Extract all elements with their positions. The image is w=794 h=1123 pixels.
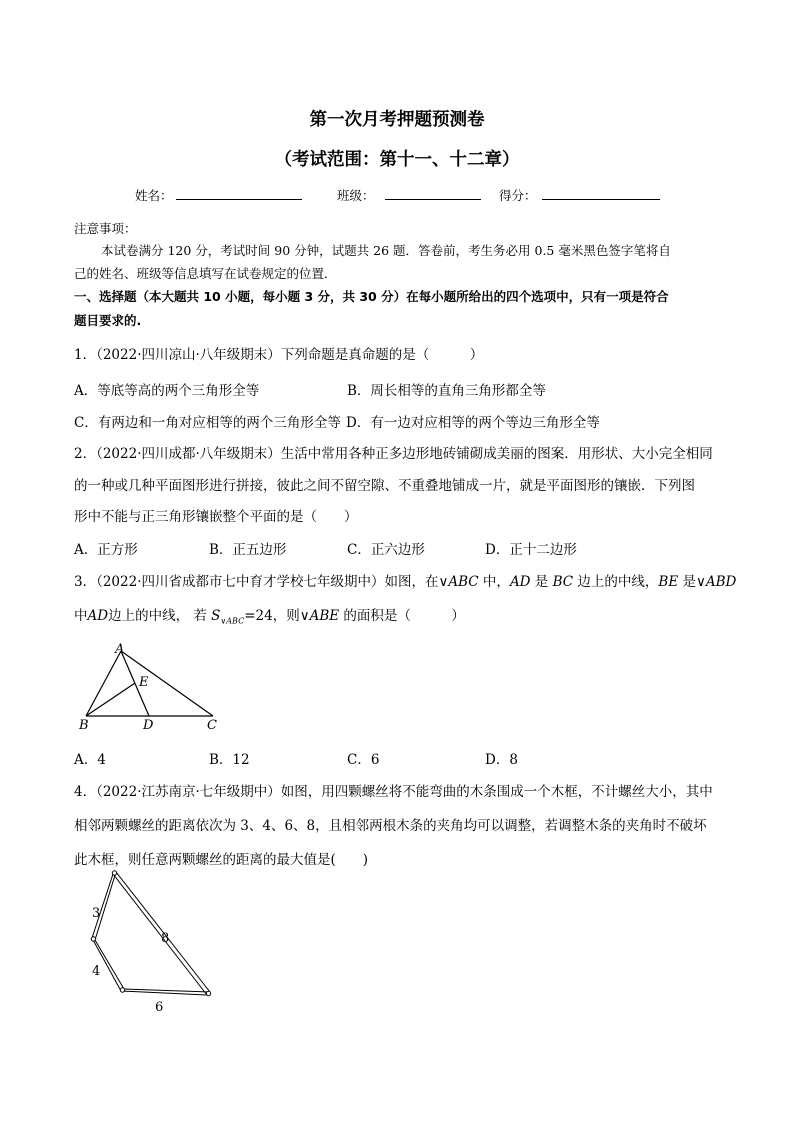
- label-length-8: 8: [161, 931, 170, 946]
- screw-bottom-left: [120, 988, 124, 992]
- notice-line-2: 己的姓名、班级等信息填写在试卷规定的位置．: [74, 266, 337, 281]
- q3-triangle-abd: ∨ABD: [696, 574, 737, 590]
- q2-line-3: 形中不能与正三角形镶嵌整个平面的是（ ）: [74, 509, 358, 525]
- page-title: 第一次月考押题预测卷: [309, 110, 485, 130]
- label-length-3: 3: [92, 906, 101, 921]
- q3-option-d[interactable]: D．8: [485, 752, 518, 768]
- frame-bar-6: [121, 989, 210, 995]
- q3-option-c[interactable]: C．6: [347, 752, 380, 768]
- class-blank[interactable]: [385, 187, 481, 200]
- q3-l1-mid2: 是: [530, 574, 553, 590]
- q2-option-c[interactable]: C．正六边形: [347, 542, 425, 558]
- q3-l2-post: 的面积是（ ）: [339, 608, 465, 624]
- name-field: [135, 186, 302, 204]
- class-field: [337, 186, 481, 204]
- q3-triangle-figure: [70, 638, 230, 734]
- q3-option-b[interactable]: B．12: [209, 752, 250, 768]
- name-blank[interactable]: [176, 187, 302, 200]
- q3-line-2: [74, 604, 465, 626]
- q3-l2-mid: 边上的中线， 若: [108, 608, 212, 624]
- q3-area-symbol: S: [211, 608, 221, 624]
- edge-be: [86, 683, 135, 716]
- q1-option-a[interactable]: A．等底等高的两个三角形全等: [74, 383, 260, 399]
- point-b-label: B: [79, 718, 89, 733]
- label-length-6: 6: [155, 1000, 164, 1015]
- section-heading-line-2: 题目要求的.: [74, 313, 142, 328]
- q4-wooden-frame-figure: [80, 868, 230, 1018]
- score-field: [499, 186, 660, 204]
- score-blank[interactable]: [542, 187, 660, 200]
- q3-area-subscript: ∨ABC: [220, 616, 245, 626]
- notice-heading: 注意事项：: [74, 221, 137, 236]
- screw-top: [112, 871, 116, 875]
- section-heading-line-1: 一、选择题（本大题共 10 小题，每小题 3 分，共 30 分）在每小题所给出的四个选项中，只有一项是符合: [74, 289, 669, 304]
- label-length-4: 4: [92, 964, 101, 979]
- score-label: 得分：: [499, 188, 537, 203]
- q2-option-b[interactable]: B．正五边形: [209, 542, 287, 558]
- q3-triangle-abc: ∨ABC: [438, 574, 479, 590]
- q3-l1-mid4: 是: [678, 574, 696, 590]
- q1-option-b[interactable]: B．周长相等的直角三角形都全等: [347, 383, 546, 399]
- q1-option-c[interactable]: C．有两边和一角对应相等的两个三角形全等: [74, 415, 341, 431]
- q3-l1-pre: 3．（2022·四川省成都市七中育才学校七年级期中）如图，在: [74, 574, 439, 590]
- q3-seg-bc: BC: [552, 574, 574, 590]
- name-label: 姓名：: [135, 188, 173, 203]
- q3-triangle-abe: ∨ABE: [299, 608, 340, 624]
- screw-bottom-right: [206, 991, 210, 995]
- q2-option-a[interactable]: A．正方形: [74, 542, 138, 558]
- page-subtitle: （考试范围：第十一、十二章）: [274, 150, 520, 170]
- q2-line-1: 2．（2022·四川成都·八年级期末）生活中常用各种正多边形地砖铺砌成美丽的图案．用形状、大小完全相同: [74, 446, 713, 462]
- point-a-label: A: [115, 642, 125, 657]
- q3-l1-mid3: 边上的中线，: [573, 574, 659, 590]
- class-label: 班级：: [337, 188, 375, 203]
- edge-ab: [86, 651, 121, 716]
- q3-l2-eq: =24，则: [244, 608, 300, 624]
- point-e-label: E: [139, 675, 149, 690]
- q2-option-d[interactable]: D．正十二边形: [485, 542, 577, 558]
- q3-option-a[interactable]: A．4: [74, 752, 106, 768]
- screw-left: [91, 937, 95, 941]
- q1-stem: 1．（2022·四川凉山·八年级期末）下列命题是真命题的是（ ）: [74, 347, 484, 363]
- notice-line-1: 本试卷满分 120 分，考试时间 90 分钟，试题共 26 题．答卷前，考生务必用 0.5 毫米黑色签字笔将自: [101, 243, 671, 258]
- q4-line-3: 此木框，则任意两颗螺丝的距离的最大值是( ): [74, 852, 369, 868]
- q3-seg-be: BE: [658, 574, 679, 590]
- q3-l2-pre: 中: [74, 608, 88, 624]
- q3-seg-ad: AD: [509, 574, 531, 590]
- q4-line-2: 相邻两颗螺丝的距离依次为 3、4、6、8，且相邻两根木条的夹角均可以调整，若调整木条的夹角时不破坏: [74, 818, 707, 834]
- q1-option-d[interactable]: D．有一边对应相等的两个等边三角形全等: [346, 415, 600, 431]
- point-d-label: D: [143, 718, 154, 733]
- q3-line-1: [74, 570, 736, 590]
- q4-line-1: 4．（2022·江苏南京·七年级期中）如图，用四颗螺丝将不能弯曲的木条围成一个木框，不计螺丝大小，其中: [74, 784, 713, 800]
- q3-l2-seg-ad: AD: [87, 608, 109, 624]
- q2-line-2: 的一种或几种平面图形进行拼接，彼此之间不留空隙、不重叠地铺成一片，就是平面图形的镶嵌．下列图: [74, 478, 695, 494]
- point-c-label: C: [207, 718, 217, 733]
- q3-l1-mid1: 中，: [478, 574, 510, 590]
